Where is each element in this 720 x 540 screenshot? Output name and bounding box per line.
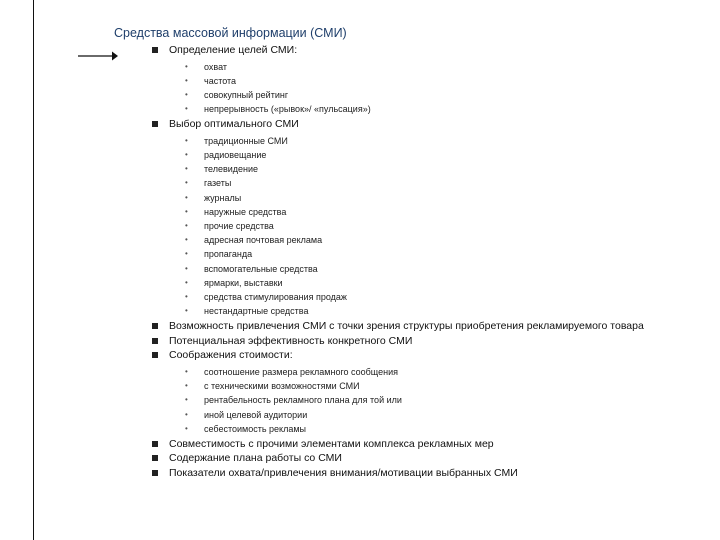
sub-item: • иной целевой аудитории [152,408,712,422]
bullet-item [152,466,712,481]
dot-bullet-icon: • [185,235,188,245]
bullet-item [152,117,712,132]
sub-item: • нестандартные средства [152,304,712,318]
dot-bullet-icon: • [185,75,188,85]
sub-item: • пропаганда [152,247,712,261]
bullet-item [152,319,712,334]
bullet-label: Содержание плана работы со СМИ [169,452,342,465]
sub-item: • адресная почтовая реклама [152,233,712,247]
square-bullet-icon [152,470,158,476]
dot-bullet-icon: • [185,61,188,71]
dot-bullet-icon: • [185,381,188,391]
dot-bullet-icon: • [185,206,188,216]
bullet-label: Соображения стоимости: [169,349,293,362]
sub-item: • телевидение [152,162,712,176]
dot-bullet-icon: • [185,104,188,114]
dot-bullet-icon: • [185,150,188,160]
square-bullet-icon [152,47,158,53]
dot-bullet-icon: • [185,306,188,316]
left-border-line [33,0,34,540]
bullet-item [152,43,712,58]
dot-bullet-icon: • [185,249,188,259]
sub-item: • наружные средства [152,205,712,219]
sub-item: • радиовещание [152,148,712,162]
dot-bullet-icon: • [185,409,188,419]
dot-bullet-icon: • [185,423,188,433]
dot-bullet-icon: • [185,135,188,145]
dot-bullet-icon: • [185,395,188,405]
bullet-item [152,451,712,466]
sub-item: • рентабельность рекламного плана для той или [152,393,712,407]
sub-item: • охват [152,60,712,74]
sub-item: • журналы [152,191,712,205]
bullet-outline [152,43,712,480]
bullet-item [152,334,712,349]
dot-bullet-icon: • [185,89,188,99]
sub-item: • прочие средства [152,219,712,233]
dot-bullet-icon: • [185,366,188,376]
dot-bullet-icon: • [185,178,188,188]
bullet-label: Выбор оптимального СМИ [169,118,299,131]
bullet-item [152,437,712,452]
bullet-label: Определение целей СМИ: [169,44,298,56]
page-title: Средства массовой информации (СМИ) [114,26,347,40]
sub-item: • газеты [152,176,712,190]
right-arrow-icon [78,50,118,62]
bullet-label: Показатели охвата/привлечения внимания/мотивации выбранных СМИ [169,466,518,479]
sub-item: • непрерывность («рывок»/ «пульсация») [152,102,712,116]
sub-item: • традиционные СМИ [152,134,712,148]
sub-item: • средства стимулирования продаж [152,290,712,304]
sub-item: • себестоимость рекламы [152,422,712,436]
sub-item: • совокупный рейтинг [152,88,712,102]
dot-bullet-icon: • [185,221,188,231]
square-bullet-icon [152,352,158,358]
sub-item: • соотношение размера рекламного сообщения [152,365,712,379]
dot-bullet-icon: • [185,164,188,174]
bullet-item [152,348,712,363]
sub-item: • вспомогательные средства [152,262,712,276]
bullet-label: Возможность привлечения СМИ с точки зрения структуры приобретения рекламируемого товара [169,320,644,333]
sub-list [152,134,712,319]
square-bullet-icon [152,338,158,344]
dot-bullet-icon: • [185,192,188,202]
dot-bullet-icon: • [185,277,188,287]
bullet-label: Совместимость с прочими элементами комплекса рекламных мер [169,437,494,450]
sub-list [152,365,712,436]
square-bullet-icon [152,455,158,461]
sub-item: • с техническими возможностями СМИ [152,379,712,393]
dot-bullet-icon: • [185,263,188,273]
sub-item: • ярмарки, выставки [152,276,712,290]
square-bullet-icon [152,441,158,447]
square-bullet-icon [152,121,158,127]
square-bullet-icon [152,323,158,329]
sub-list [152,60,712,117]
sub-item: • частота [152,74,712,88]
dot-bullet-icon: • [185,292,188,302]
bullet-label: Потенциальная эффективность конкретного СМИ [169,334,413,347]
